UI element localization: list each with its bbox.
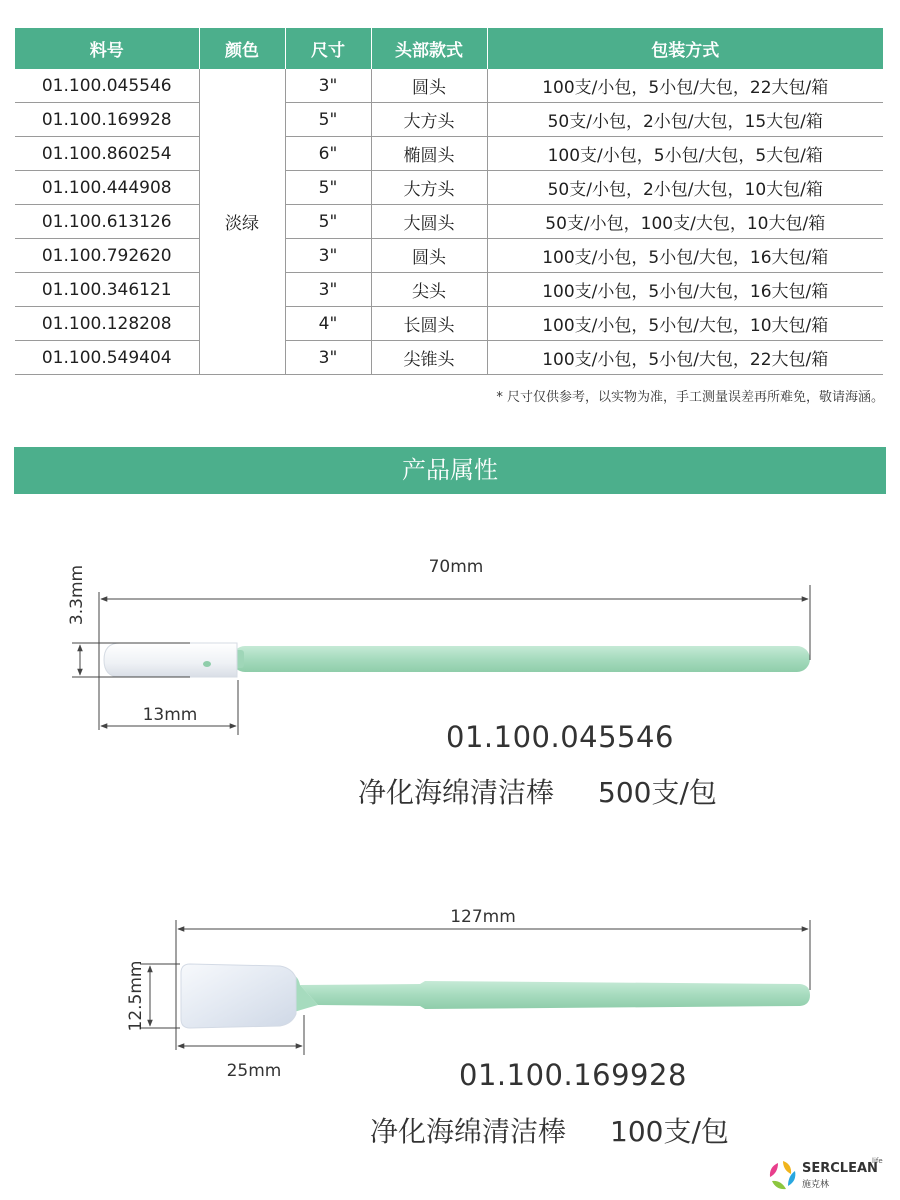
cell-head: 椭圆头 [371, 137, 487, 171]
cell-head: 长圆头 [371, 307, 487, 341]
swab-2-name-line [370, 1110, 729, 1150]
cell-pack: 100支/小包，5小包/大包，22大包/箱 [487, 341, 883, 375]
swab-1-head-length-label: 13mm [142, 705, 198, 725]
brand-logo [766, 1158, 886, 1194]
cell-head: 圆头 [371, 239, 487, 273]
cell-pack: 100支/小包，5小包/大包，16大包/箱 [487, 273, 883, 307]
cell-size: 5" [285, 205, 371, 239]
cell-code: 01.100.045546 [15, 69, 199, 103]
cell-pack: 100支/小包，5小包/大包，22大包/箱 [487, 69, 883, 103]
cell-code: 01.100.128208 [15, 307, 199, 341]
cell-pack: 100支/小包，5小包/大包，16大包/箱 [487, 239, 883, 273]
cell-pack: 50支/小包，2小包/大包，10大包/箱 [487, 171, 883, 205]
brand-superscript: life [872, 1157, 883, 1165]
cell-pack: 50支/小包，100支/大包，10大包/箱 [487, 205, 883, 239]
swab-1-name-line [358, 771, 717, 811]
cell-head: 圆头 [371, 69, 487, 103]
cell-size: 6" [285, 137, 371, 171]
swab-2-foam-head [181, 964, 296, 1028]
cell-code: 01.100.613126 [15, 205, 199, 239]
swab-2-handle [300, 981, 810, 1009]
swab-2-name: 净化海绵清洁棒 [370, 1115, 567, 1148]
swab-2-length-label: 127mm [450, 907, 516, 927]
cell-pack: 100支/小包，5小包/大包，10大包/箱 [487, 307, 883, 341]
swab-1-drawing [104, 643, 810, 677]
header-size: 尺寸 [285, 28, 371, 69]
swab-2-head-width-label: 12.5mm [126, 960, 146, 1032]
cell-code: 01.100.169928 [15, 103, 199, 137]
cell-size: 3" [285, 239, 371, 273]
cell-head: 大方头 [371, 171, 487, 205]
header-head-style: 头部款式 [371, 28, 487, 69]
table-note: * 尺寸仅供参考，以实物为准，手工测量误差再所难免，敬请海涵。 [496, 390, 884, 405]
brand-name: SERCLEAN [802, 1161, 878, 1176]
cell-size: 5" [285, 171, 371, 205]
swab-1-code: 01.100.045546 [446, 720, 674, 754]
swab-2-drawing [181, 964, 810, 1028]
swab-1-head-width-label: 3.3mm [67, 564, 87, 626]
swab-1-name: 净化海绵清洁棒 [358, 776, 555, 809]
swab-1-length-label: 70mm [428, 557, 484, 577]
cell-code: 01.100.860254 [15, 137, 199, 171]
swab-1-handle [232, 646, 810, 672]
cell-code: 01.100.346121 [15, 273, 199, 307]
section-title: 产品属性 [14, 447, 886, 494]
header-color: 颜色 [199, 28, 285, 69]
cell-head: 大圆头 [371, 205, 487, 239]
cell-pack: 50支/小包，2小包/大包，15大包/箱 [487, 103, 883, 137]
cell-code: 01.100.549404 [15, 341, 199, 375]
cell-head: 尖锥头 [371, 341, 487, 375]
cell-size: 3" [285, 341, 371, 375]
swab-1-pack: 500支/包 [598, 776, 717, 809]
brand-logo-icon [766, 1158, 800, 1192]
swab-2-code: 01.100.169928 [459, 1058, 687, 1092]
brand-subtitle: 施克林 [802, 1180, 830, 1190]
header-packaging: 包装方式 [487, 28, 883, 69]
cell-color: 淡绿 [199, 69, 285, 375]
cell-size: 3" [285, 69, 371, 103]
cell-pack: 100支/小包，5小包/大包，5大包/箱 [487, 137, 883, 171]
cell-head: 尖头 [371, 273, 487, 307]
cell-size: 3" [285, 273, 371, 307]
cell-code: 01.100.444908 [15, 171, 199, 205]
swab-2-pack: 100支/包 [610, 1115, 729, 1148]
swab-2-head-length-label: 25mm [226, 1061, 282, 1081]
cell-code: 01.100.792620 [15, 239, 199, 273]
header-code: 料号 [15, 28, 199, 69]
swab-1-foam-head [104, 643, 237, 677]
cell-head: 大方头 [371, 103, 487, 137]
cell-size: 5" [285, 103, 371, 137]
cell-size: 4" [285, 307, 371, 341]
